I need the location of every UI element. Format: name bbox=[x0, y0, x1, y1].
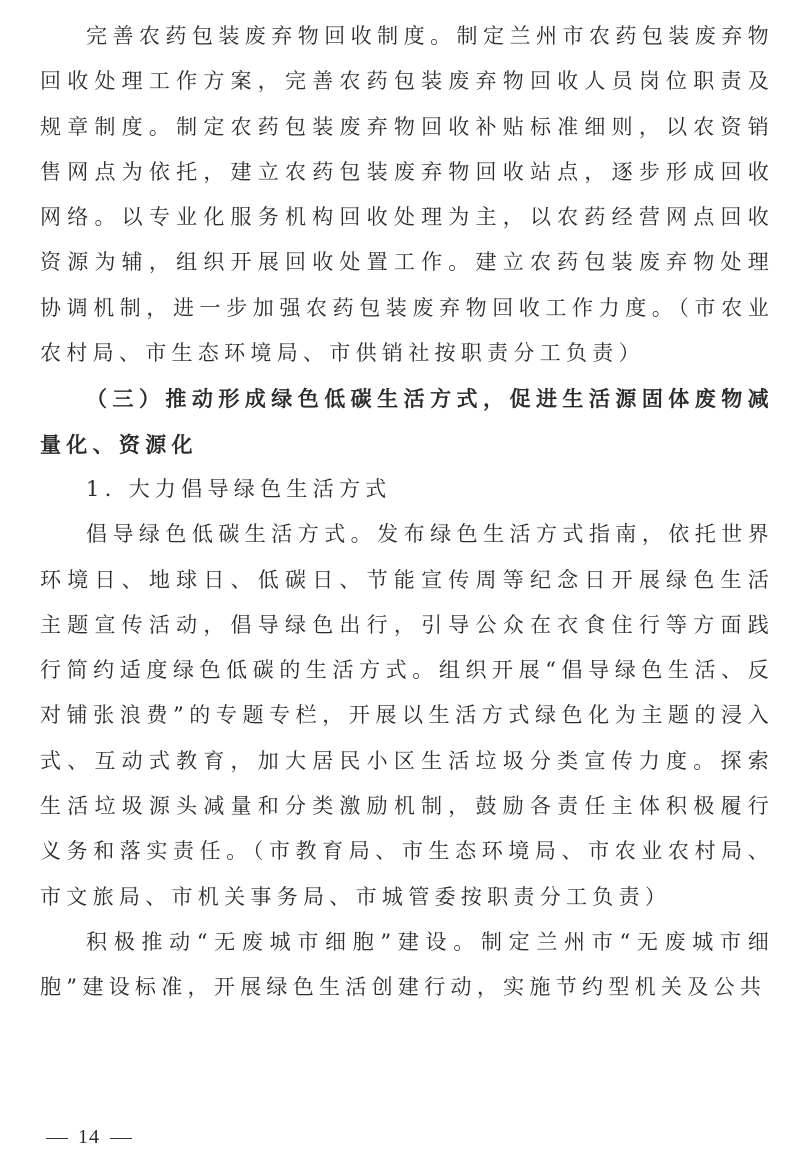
paragraph-green-lifestyle: 倡导绿色低碳生活方式。发布绿色生活方式指南，依托世界环境日、地球日、低碳日、节能宣传周等纪念日开展绿色生活主题宣传活动，倡导绿色出行，引导公众在衣食住行等方面践行简约适度绿色低碳的生活方式。组织开展“倡导绿色生活、反对铺张浪费”的专题专栏，开展以生活方式绿色化为主题的浸入式、互动式教育，加大居民小区生活垃圾分类宣传力度。探索生活垃圾源头减量和分类激励机制，鼓励各责任主体积极履行义务和落实责任。（市教育局、市生态环境局、市农业农村局、市文旅局、市机关事务局、市城管委按职责分工负责） bbox=[40, 522, 774, 909]
footer-dash-right bbox=[110, 1138, 132, 1139]
page-footer bbox=[42, 1125, 136, 1149]
paragraph-zero-waste-cell: 积极推动“无废城市细胞”建设。制定兰州市“无废城市细胞”建设标准，开展绿色生活创建行动，实施节约型机关及公共 bbox=[40, 929, 774, 1000]
page-number: 14 bbox=[78, 1126, 100, 1148]
footer-dash-left bbox=[46, 1138, 68, 1139]
section-heading-3: （三）推动形成绿色低碳生活方式，促进生活源固体废物减量化、资源化 bbox=[40, 386, 774, 457]
paragraph-pesticide-packaging: 完善农药包装废弃物回收制度。制定兰州市农药包装废弃物回收处理工作方案，完善农药包装废弃物回收人员岗位职责及规章制度。制定农药包装废弃物回收补贴标准细则，以农资销售网点为依托，建立农药包装废弃物回收站点，逐步形成回收网络。以专业化服务机构回收处理为主，以农药经营网点回收资源为辅，组织开展回收处置工作。建立农药包装废弃物处理协调机制，进一步加强农药包装废弃物回收工作力度。（市农业农村局、市生态环境局、市供销社按职责分工负责） bbox=[40, 24, 774, 366]
subsection-heading-1: 1. 大力倡导绿色生活方式 bbox=[86, 476, 392, 501]
document-page bbox=[40, 14, 774, 1124]
